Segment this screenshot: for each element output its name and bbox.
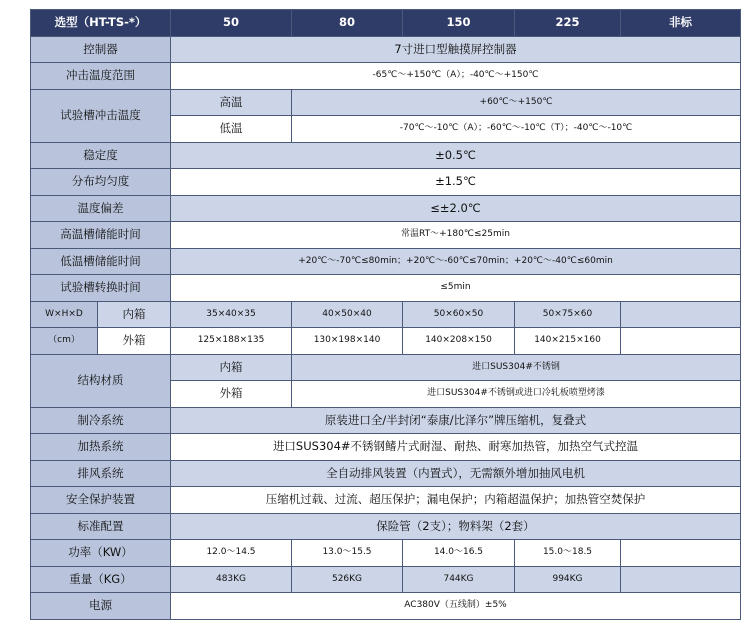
row-label: 标准配置 xyxy=(31,513,171,540)
row-label: 高温槽储能时间 xyxy=(31,222,171,249)
weight-80: 526KG xyxy=(292,566,403,593)
row-value: 保险管（2支）；物料架（2套） xyxy=(171,513,741,540)
row-label: 冲击温度范围 xyxy=(31,63,171,90)
weight-custom xyxy=(621,566,741,593)
row-value: 进口SUS304#不锈钢 xyxy=(292,354,741,381)
row-chamber-shock-high xyxy=(31,89,741,116)
sub-label-outer: 外箱 xyxy=(98,328,171,355)
row-value: +60℃～+150℃ xyxy=(292,89,741,116)
row-value: 原装进口全/半封闭“泰康/比泽尔”牌压缩机，复叠式 xyxy=(171,407,741,434)
model-custom: 非标 xyxy=(621,10,741,37)
dimension-label-top: W×H×D xyxy=(31,301,98,328)
row-material-inner xyxy=(31,354,741,381)
row-value: -65℃～+150℃（A）；-40℃～+150℃ xyxy=(171,63,741,90)
power-150: 14.0～16.5 xyxy=(403,540,515,567)
row-label: 试验槽转换时间 xyxy=(31,275,171,302)
row-value: -70℃～-10℃（A）；-60℃～-10℃（T）；-40℃～-10℃ xyxy=(292,116,741,143)
row-label: 安全保护装置 xyxy=(31,487,171,514)
row-safety xyxy=(31,487,741,514)
sub-label-inner: 内箱 xyxy=(171,354,292,381)
row-label: 重量（KG） xyxy=(31,566,171,593)
row-label: 制冷系统 xyxy=(31,407,171,434)
sub-label-outer: 外箱 xyxy=(171,381,292,408)
model-150: 150 xyxy=(403,10,515,37)
row-heating xyxy=(31,434,741,461)
row-exhaust xyxy=(31,460,741,487)
row-label: 试验槽冲击温度 xyxy=(31,89,171,142)
row-label: 加热系统 xyxy=(31,434,171,461)
row-power xyxy=(31,540,741,567)
row-label: 排风系统 xyxy=(31,460,171,487)
power-custom xyxy=(621,540,741,567)
sub-label-high: 高温 xyxy=(171,89,292,116)
row-switch-time xyxy=(31,275,741,302)
weight-225: 994KG xyxy=(515,566,621,593)
weight-150: 744KG xyxy=(403,566,515,593)
row-standard xyxy=(31,513,741,540)
row-value: 压缩机过载、过流、超压保护；漏电保护；内箱超温保护；加热管空焚保护 xyxy=(171,487,741,514)
row-deviation xyxy=(31,195,741,222)
sub-label-low: 低温 xyxy=(171,116,292,143)
power-225: 15.0～18.5 xyxy=(515,540,621,567)
model-header: 选型（HT-TS-*） xyxy=(31,10,171,37)
row-value: 7寸进口型触摸屏控制器 xyxy=(171,36,741,63)
row-value: 全自动排风装置（内置式），无需额外增加抽风电机 xyxy=(171,460,741,487)
row-dimensions-outer xyxy=(31,328,741,355)
dim-inner-80: 40×50×40 xyxy=(292,301,403,328)
power-80: 13.0～15.5 xyxy=(292,540,403,567)
row-value: ≤±2.0℃ xyxy=(171,195,741,222)
row-value: 进口SUS304#不锈钢或进口冷轧板喷塑烤漆 xyxy=(292,381,741,408)
spec-table xyxy=(30,9,741,620)
row-value: 常温RT～+180℃≤25min xyxy=(171,222,741,249)
row-cooling xyxy=(31,407,741,434)
row-dimensions-inner xyxy=(31,301,741,328)
model-80: 80 xyxy=(292,10,403,37)
row-uniformity xyxy=(31,169,741,196)
row-label: 结构材质 xyxy=(31,354,171,407)
weight-50: 483KG xyxy=(171,566,292,593)
row-value: ±0.5℃ xyxy=(171,142,741,169)
dim-inner-150: 50×60×50 xyxy=(403,301,515,328)
row-label: 控制器 xyxy=(31,36,171,63)
header-row xyxy=(31,10,741,37)
dim-inner-50: 35×40×35 xyxy=(171,301,292,328)
dim-inner-custom xyxy=(621,301,741,328)
row-value: ≤5min xyxy=(171,275,741,302)
row-controller xyxy=(31,36,741,63)
row-label: 分布均匀度 xyxy=(31,169,171,196)
dim-outer-custom xyxy=(621,328,741,355)
dimension-label-bottom: （cm） xyxy=(31,328,98,355)
dim-inner-225: 50×75×60 xyxy=(515,301,621,328)
row-low-storage xyxy=(31,248,741,275)
row-shock-temp-range xyxy=(31,63,741,90)
row-value: AC380V（五线制）±5% xyxy=(171,593,741,620)
row-supply xyxy=(31,593,741,620)
row-label: 电源 xyxy=(31,593,171,620)
row-label: 低温槽储能时间 xyxy=(31,248,171,275)
row-value: ±1.5℃ xyxy=(171,169,741,196)
row-high-storage xyxy=(31,222,741,249)
dim-outer-50: 125×188×135 xyxy=(171,328,292,355)
row-weight xyxy=(31,566,741,593)
sub-label-inner: 内箱 xyxy=(98,301,171,328)
row-label: 稳定度 xyxy=(31,142,171,169)
dim-outer-225: 140×215×160 xyxy=(515,328,621,355)
model-225: 225 xyxy=(515,10,621,37)
model-50: 50 xyxy=(171,10,292,37)
row-value: 进口SUS304#不锈钢鳍片式耐湿、耐热、耐寒加热管，加热空气式控温 xyxy=(171,434,741,461)
row-label: 功率（KW） xyxy=(31,540,171,567)
dim-outer-150: 140×208×150 xyxy=(403,328,515,355)
row-label: 温度偏差 xyxy=(31,195,171,222)
dim-outer-80: 130×198×140 xyxy=(292,328,403,355)
row-value: +20℃～-70℃≤80min；+20℃～-60℃≤70min；+20℃～-40℃≤60min xyxy=(171,248,741,275)
row-stability xyxy=(31,142,741,169)
power-50: 12.0～14.5 xyxy=(171,540,292,567)
